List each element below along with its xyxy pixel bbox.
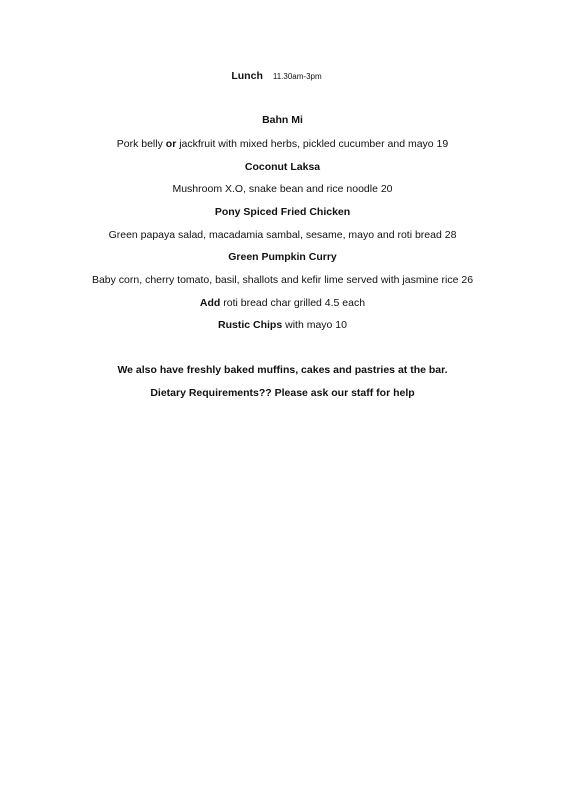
bakery-note: We also have freshly baked muffins, cakes and pastries at the bar. xyxy=(117,364,448,376)
item-desc-bahn-mi xyxy=(0,137,565,151)
bahn-mi-desc-part2: jackfruit with mixed herbs, pickled cucumber and mayo 19 xyxy=(176,138,449,150)
dietary-note: Dietary Requirements?? Please ask our staff for help xyxy=(150,387,415,399)
chips-desc: with mayo 10 xyxy=(282,319,347,331)
item-name-curry: Green Pumpkin Curry xyxy=(228,251,337,263)
bahn-mi-desc-part1: Pork belly xyxy=(116,138,166,150)
item-desc-laksa: Mushroom X.O, snake bean and rice noodle 20 xyxy=(172,183,393,195)
menu-header xyxy=(0,69,559,84)
item-desc-curry: Baby corn, cherry tomato, basil, shallots and kefir lime served with jasmine rice 26 xyxy=(91,274,474,286)
item-desc-chicken: Green papaya salad, macadamia sambal, sesame, mayo and roti bread 28 xyxy=(108,229,457,241)
chips-label: Rustic Chips xyxy=(218,319,283,331)
item-rustic-chips xyxy=(0,318,565,332)
menu-title: Lunch xyxy=(231,70,263,82)
item-name-chicken: Pony Spiced Fried Chicken xyxy=(214,206,351,218)
item-add-roti xyxy=(0,296,565,310)
add-roti-label: Add xyxy=(199,297,221,309)
item-name-bahn-mi: Bahn Mi xyxy=(262,114,303,126)
add-roti-desc: roti bread char grilled 4.5 each xyxy=(220,297,366,309)
bahn-mi-desc-or: or xyxy=(165,138,177,150)
item-name-laksa: Coconut Laksa xyxy=(244,161,321,173)
lunch-hours: 11.30am-3pm xyxy=(272,72,322,81)
